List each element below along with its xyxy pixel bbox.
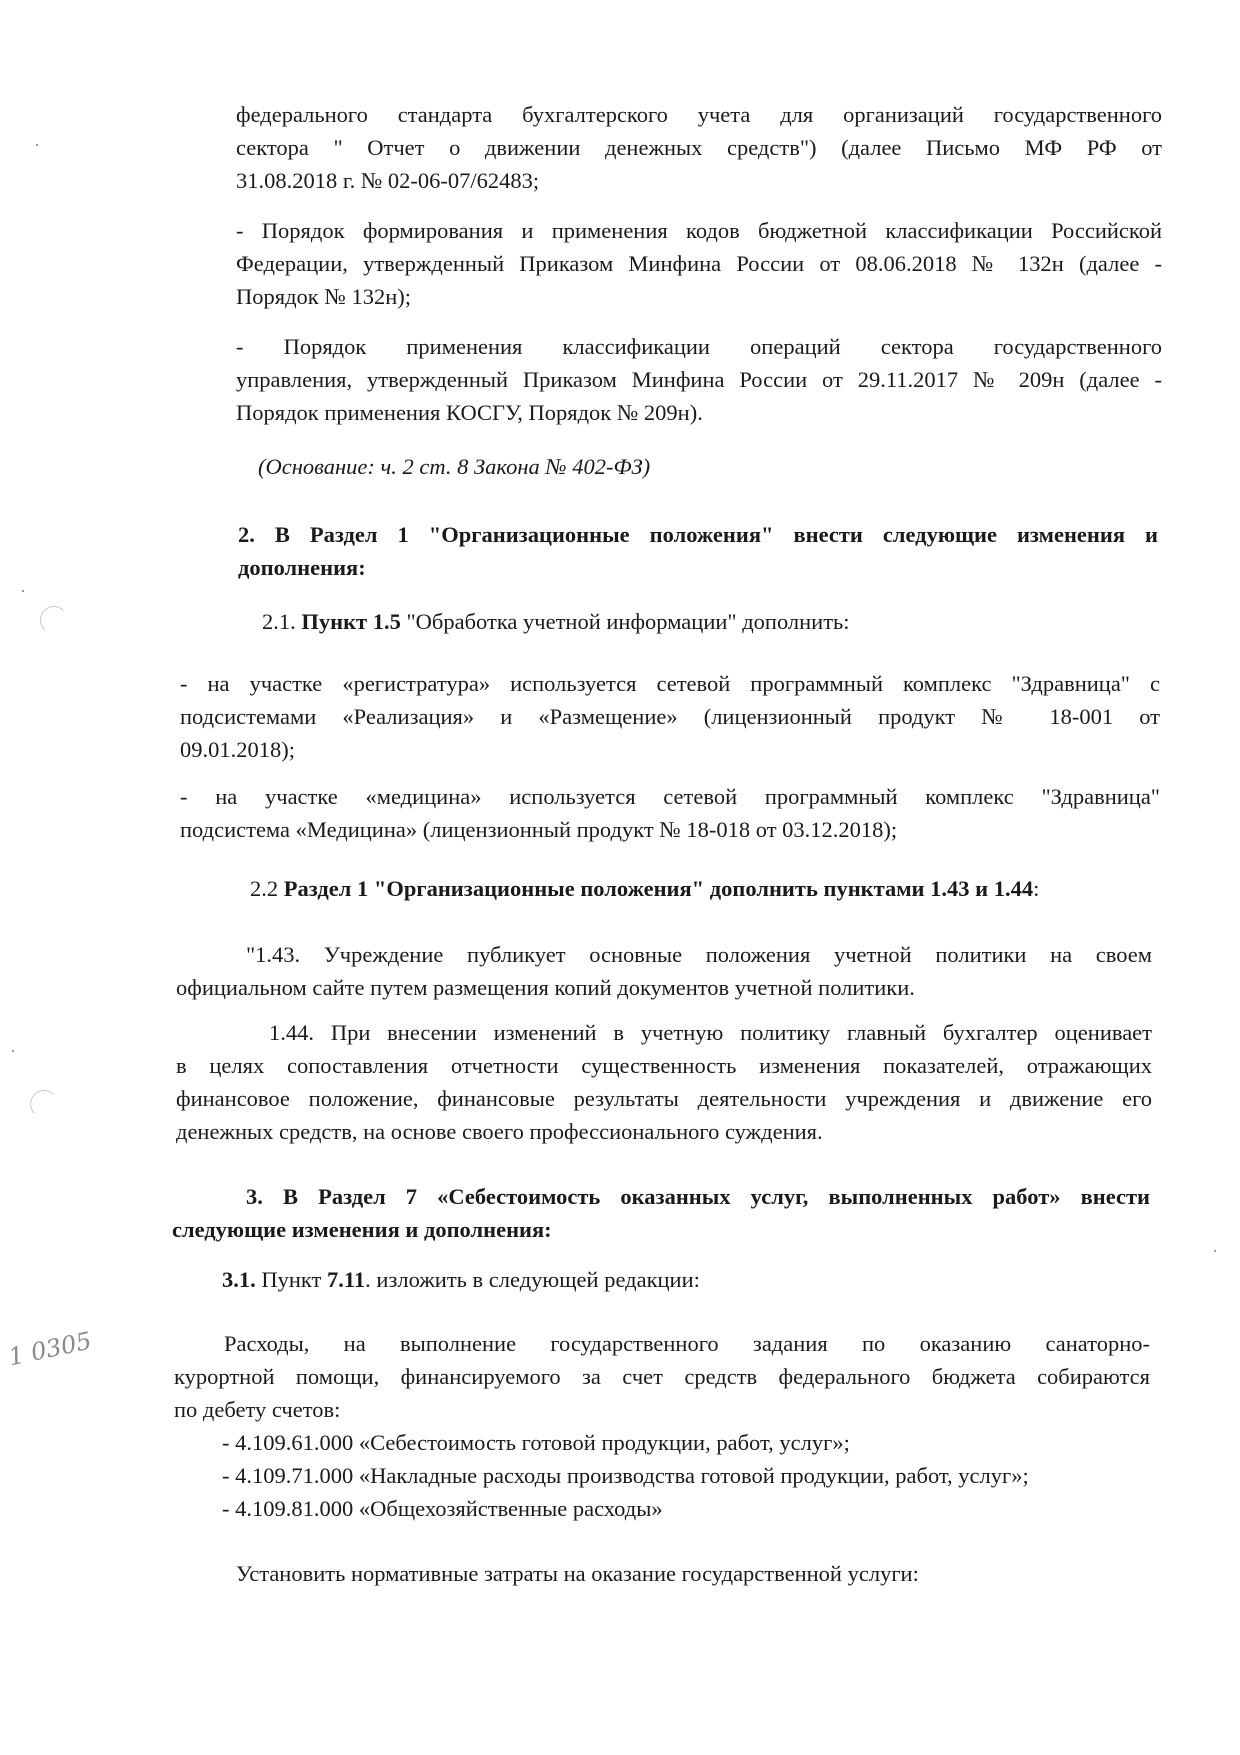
scan-dot xyxy=(22,590,24,592)
subsection-2-2: 2.2 Раздел 1 "Организационные положения" дополнить пунктами 1.43 и 1.44: xyxy=(250,876,1040,901)
handwritten-note: 1 0305 xyxy=(6,1326,94,1372)
paragraph-1-43: "1.43. Учреждение публикует основные положения учетной политики на своем официальном сайте путем размещения копий документов учетной политики. xyxy=(176,942,1152,1000)
scan-dot xyxy=(36,144,38,146)
paragraph-1-44: 1.44. При внесении изменений в учетную политику главный бухгалтер оценивает в целях сопоставления отчетности существенность изменения показателей, отражающих финансовое положение, финансовые результаты деятельности учреждения и движение его денежных средств, на основе своего профессионального суждения. xyxy=(176,1020,1152,1144)
section-2-heading: 2. В Раздел 1 "Организационные положения" внести следующие изменения и дополнения: xyxy=(238,522,1158,580)
paragraph-order-209n: - Порядок применения классификации операций сектора государственного управления, утвержденный Приказом Минфина России от 29.11.2017 № 209н (далее - Порядок применения КОСГУ, Порядок № 209н). xyxy=(236,334,1162,425)
paragraph-normative-costs: Установить нормативные затраты на оказание государственной услуги: xyxy=(236,1561,919,1586)
list-item: - 4.109.71.000 «Накладные расходы производства готовой продукции, работ, услуг»; xyxy=(222,1463,1029,1488)
basis-note: (Основание: ч. 2 ст. 8 Закона № 402-ФЗ) xyxy=(258,454,651,479)
punch-hole-mark xyxy=(30,1090,58,1118)
scan-dot xyxy=(12,1050,14,1052)
paragraph-fsbu-reference: федерального стандарта бухгалтерского учета для организаций государственного сектора " Отчет о движении денежных средств") (далее Письмо МФ РФ от 31.08.2018 г. № 02-06-07/62483; xyxy=(236,102,1162,193)
punch-hole-mark xyxy=(40,606,68,634)
paragraph-expenses: Расходы, на выполнение государственного задания по оказанию санаторно- курортной помощи, финансируемого за счет средств федерального бюджета собираются по дебету счетов: xyxy=(174,1331,1150,1422)
section-3-heading: 3. В Раздел 7 «Себестоимость оказанных услуг, выполненных работ» внести следующие изменения и дополнения: xyxy=(172,1184,1150,1242)
paragraph-order-132n: - Порядок формирования и применения кодов бюджетной классификации Российской Федерации, утвержденный Приказом Минфина России от 08.06.2018 № 132н (далее - Порядок № 132н); xyxy=(236,218,1162,309)
paragraph-registratura: - на участке «регистратура» используется сетевой программный комплекс "Здравница" с подсистемами «Реализация» и «Размещение» (лицензионный продукт № 18-001 от 09.01.2018); xyxy=(180,671,1160,762)
accounts-list xyxy=(222,1426,1029,1525)
list-item: - 4.109.61.000 «Себестоимость готовой продукции, работ, услуг»; xyxy=(222,1430,850,1455)
paragraph-medicina: - на участке «медицина» используется сетевой программный комплекс "Здравница" подсистема «Медицина» (лицензионный продукт № 18-018 от 03.12.2018); xyxy=(180,784,1160,842)
scan-dot xyxy=(1214,1250,1216,1252)
subsection-2-1: 2.1. Пункт 1.5 "Обработка учетной информации" дополнить: xyxy=(262,609,850,634)
subsection-3-1: 3.1. Пункт 7.11. изложить в следующей редакции: xyxy=(222,1267,700,1292)
list-item: - 4.109.81.000 «Общехозяйственные расходы» xyxy=(222,1496,663,1521)
